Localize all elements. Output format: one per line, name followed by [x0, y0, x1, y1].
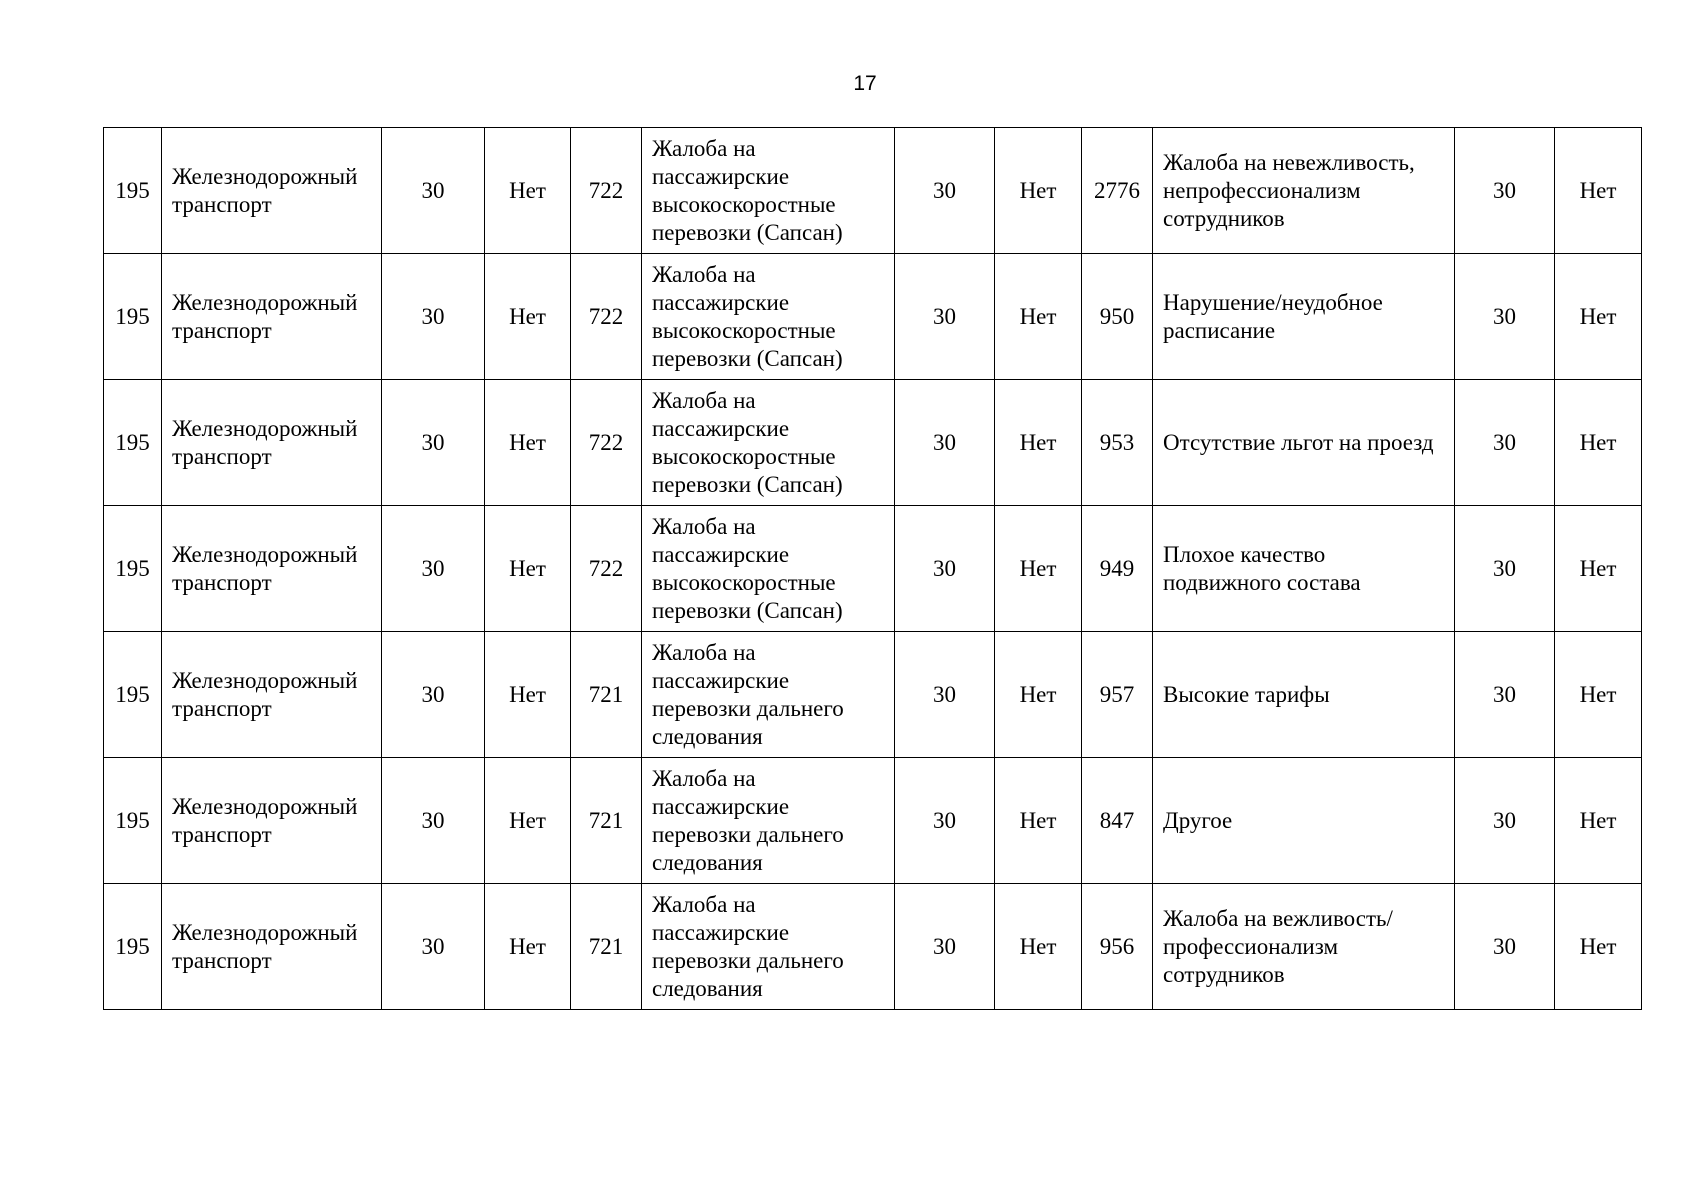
flag-cell: Нет: [485, 128, 571, 254]
subcategory-days-cell: 30: [895, 380, 995, 506]
topic-cell: Жалоба на невежливость, непрофессионализм сотрудников: [1153, 128, 1455, 254]
topic-cell: Плохое качество подвижного состава: [1153, 506, 1455, 632]
subcategory-code-cell: 722: [571, 380, 642, 506]
flag-cell: Нет: [485, 380, 571, 506]
topic-code-cell: 2776: [1082, 128, 1153, 254]
category-cell: Железнодорожный транспорт: [162, 632, 382, 758]
topic-days-cell: 30: [1455, 632, 1555, 758]
category-cell: Железнодорожный транспорт: [162, 884, 382, 1010]
subcategory-flag-cell: Нет: [995, 506, 1082, 632]
subcategory-days-cell: 30: [895, 884, 995, 1010]
subcategory-code-cell: 722: [571, 128, 642, 254]
days-cell: 30: [382, 632, 485, 758]
topic-code-cell: 950: [1082, 254, 1153, 380]
subcategory-code-cell: 722: [571, 506, 642, 632]
code-cell: 195: [104, 506, 162, 632]
topic-code-cell: 956: [1082, 884, 1153, 1010]
table-row: [104, 380, 1642, 506]
table-row: [104, 758, 1642, 884]
subcategory-days-cell: 30: [895, 128, 995, 254]
subcategory-days-cell: 30: [895, 758, 995, 884]
topic-days-cell: 30: [1455, 128, 1555, 254]
category-cell: Железнодорожный транспорт: [162, 758, 382, 884]
category-cell: Железнодорожный транспорт: [162, 506, 382, 632]
subcategory-cell: Жалоба на пассажирские высокоскоростные перевозки (Сапсан): [642, 254, 895, 380]
subcategory-flag-cell: Нет: [995, 254, 1082, 380]
code-cell: 195: [104, 128, 162, 254]
topic-cell: Другое: [1153, 758, 1455, 884]
topic-days-cell: 30: [1455, 506, 1555, 632]
subcategory-cell: Жалоба на пассажирские высокоскоростные перевозки (Сапсан): [642, 128, 895, 254]
flag-cell: Нет: [485, 254, 571, 380]
subcategory-cell: Жалоба на пассажирские перевозки дальнего следования: [642, 632, 895, 758]
subcategory-flag-cell: Нет: [995, 128, 1082, 254]
days-cell: 30: [382, 254, 485, 380]
subcategory-flag-cell: Нет: [995, 380, 1082, 506]
days-cell: 30: [382, 884, 485, 1010]
topic-days-cell: 30: [1455, 884, 1555, 1010]
topic-cell: Отсутствие льгот на проезд: [1153, 380, 1455, 506]
topic-flag-cell: Нет: [1555, 758, 1642, 884]
code-cell: 195: [104, 380, 162, 506]
table-row: [104, 632, 1642, 758]
topic-flag-cell: Нет: [1555, 128, 1642, 254]
subcategory-code-cell: 722: [571, 254, 642, 380]
topic-days-cell: 30: [1455, 758, 1555, 884]
subcategory-days-cell: 30: [895, 506, 995, 632]
topic-cell: Жалоба на вежливость/профессионализм сотрудников: [1153, 884, 1455, 1010]
days-cell: 30: [382, 758, 485, 884]
page-number: 17: [853, 72, 877, 95]
subcategory-code-cell: 721: [571, 758, 642, 884]
topic-flag-cell: Нет: [1555, 506, 1642, 632]
subcategory-days-cell: 30: [895, 254, 995, 380]
topic-flag-cell: Нет: [1555, 380, 1642, 506]
topic-flag-cell: Нет: [1555, 632, 1642, 758]
subcategory-flag-cell: Нет: [995, 758, 1082, 884]
topic-cell: Нарушение/неудобное расписание: [1153, 254, 1455, 380]
subcategory-code-cell: 721: [571, 632, 642, 758]
topic-flag-cell: Нет: [1555, 884, 1642, 1010]
flag-cell: Нет: [485, 632, 571, 758]
table-row: [104, 506, 1642, 632]
topic-flag-cell: Нет: [1555, 254, 1642, 380]
subcategory-code-cell: 721: [571, 884, 642, 1010]
flag-cell: Нет: [485, 884, 571, 1010]
topic-code-cell: 957: [1082, 632, 1153, 758]
code-cell: 195: [104, 884, 162, 1010]
table-row: [104, 254, 1642, 380]
topic-days-cell: 30: [1455, 380, 1555, 506]
days-cell: 30: [382, 380, 485, 506]
subcategory-cell: Жалоба на пассажирские высокоскоростные перевозки (Сапсан): [642, 506, 895, 632]
code-cell: 195: [104, 254, 162, 380]
category-cell: Железнодорожный транспорт: [162, 380, 382, 506]
table-row: [104, 128, 1642, 254]
topic-code-cell: 949: [1082, 506, 1153, 632]
subcategory-cell: Жалоба на пассажирские перевозки дальнего следования: [642, 884, 895, 1010]
category-cell: Железнодорожный транспорт: [162, 254, 382, 380]
days-cell: 30: [382, 128, 485, 254]
table-row: [104, 884, 1642, 1010]
flag-cell: Нет: [485, 758, 571, 884]
topic-code-cell: 953: [1082, 380, 1153, 506]
subcategory-days-cell: 30: [895, 632, 995, 758]
code-cell: 195: [104, 632, 162, 758]
topic-code-cell: 847: [1082, 758, 1153, 884]
flag-cell: Нет: [485, 506, 571, 632]
subcategory-cell: Жалоба на пассажирские перевозки дальнего следования: [642, 758, 895, 884]
subcategory-cell: Жалоба на пассажирские высокоскоростные перевозки (Сапсан): [642, 380, 895, 506]
subcategory-flag-cell: Нет: [995, 632, 1082, 758]
data-table: [103, 127, 1642, 1010]
subcategory-flag-cell: Нет: [995, 884, 1082, 1010]
code-cell: 195: [104, 758, 162, 884]
category-cell: Железнодорожный транспорт: [162, 128, 382, 254]
topic-cell: Высокие тарифы: [1153, 632, 1455, 758]
topic-days-cell: 30: [1455, 254, 1555, 380]
days-cell: 30: [382, 506, 485, 632]
